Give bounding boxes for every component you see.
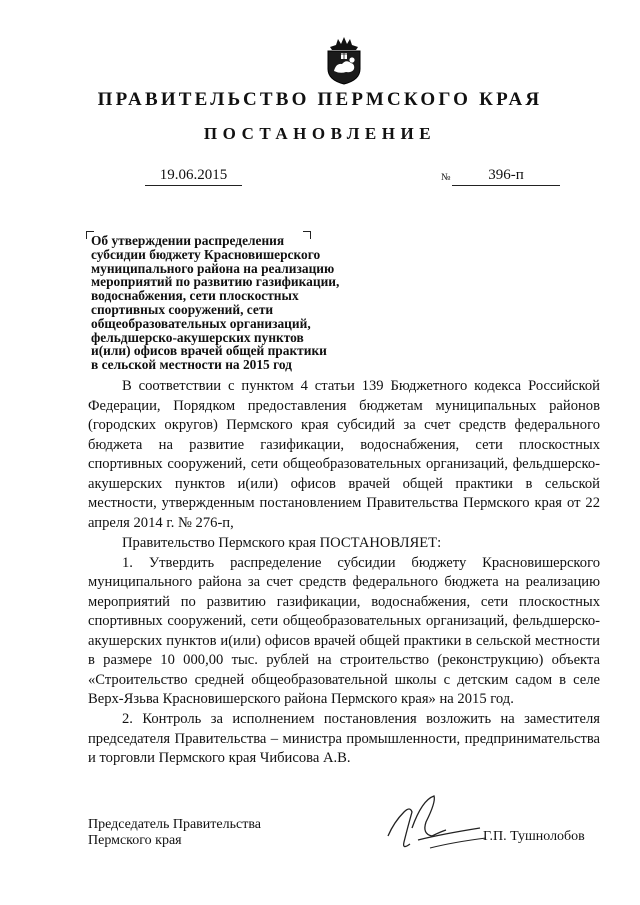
subject-line: муниципального района на реализацию: [91, 260, 335, 276]
body-paragraph-item-1: 1. Утвердить распределение субсидии бюджету Красновишерского муниципального района за счет средств федерального бюджета на реализацию мероприятий по развитию газификации, водоснабжения, сети плоскостных спортивных сооружений, сети общеобразовательных организаций, фельдшерско-акушерских пунктов и(или) офисов врачей общей практики в сельской местности в размере 10 000,00 тыс. рублей на строительство (реконструкцию) объекта «Строительство средней общеобразовательной школы с детским садом в селе Верх-Язьва Красновишерского района Пермского края» на 2015 год.: [88, 554, 600, 707]
body-paragraph-item-2: 2. Контроль за исполнением постановления возложить на заместителя председателя Правительства – министра промышленности, предпринимательства и торговли Пермского края Чибисова А.В.: [88, 711, 600, 766]
subject-line: и(или) офисов врачей общей практики: [91, 343, 327, 359]
subject-line: Об утверждении распределения: [91, 233, 285, 248]
government-title: ПРАВИТЕЛЬСТВО ПЕРМСКОГО КРАЯ: [97, 89, 543, 110]
number-label: №: [441, 172, 451, 183]
body-paragraph-resolves: Правительство Пермского края ПОСТАНОВЛЯЕТ:: [122, 534, 442, 551]
document-number: 396-п: [452, 165, 560, 186]
signatory-position-line: Председатель Правительства: [88, 817, 261, 832]
subject-line: субсидии бюджету Красновишерского: [91, 246, 321, 262]
document-subject: [91, 234, 391, 372]
signatory-position-line: Пермского края: [88, 833, 182, 848]
perm-krai-coat-of-arms-icon: [322, 33, 366, 85]
subject-line: в сельской местности на 2015 год: [91, 357, 292, 373]
document-type-title: ПОСТАНОВЛЕНИЕ: [203, 124, 437, 143]
handwritten-signature: [382, 792, 492, 856]
subject-line: общеобразовательных организаций,: [91, 315, 311, 331]
subject-line: водоснабжения, сети плоскостных: [91, 288, 299, 304]
body-paragraph-legal-basis: В соответствии с пунктом 4 статьи 139 Бюджетного кодекса Российской Федерации, Порядком предоставления бюджетам муниципальных районов (городских округов) Пермского края субсидий за счет средств федерального бюджета на развитие газификации, водоснабжения, сети плоскостных спортивных сооружений, сети общеобразовательных организаций, фельдшерско-акушерских пунктов и(или) офисов врачей общей практики в сельской местности, утвержденным постановлением Правительства Пермского края от 22 апреля 2014 г. № 276-п,: [88, 378, 600, 531]
subject-line: спортивных сооружений, сети: [91, 301, 274, 317]
subject-line: мероприятий по развитию газификации,: [91, 274, 340, 290]
document-date: 19.06.2015: [145, 165, 242, 186]
signatory-position: [88, 817, 261, 849]
document-body: [88, 377, 600, 769]
subject-line: фельдшерско-акушерских пунктов: [91, 329, 304, 345]
signatory-name: Г.П. Тушнолобов: [483, 829, 585, 844]
